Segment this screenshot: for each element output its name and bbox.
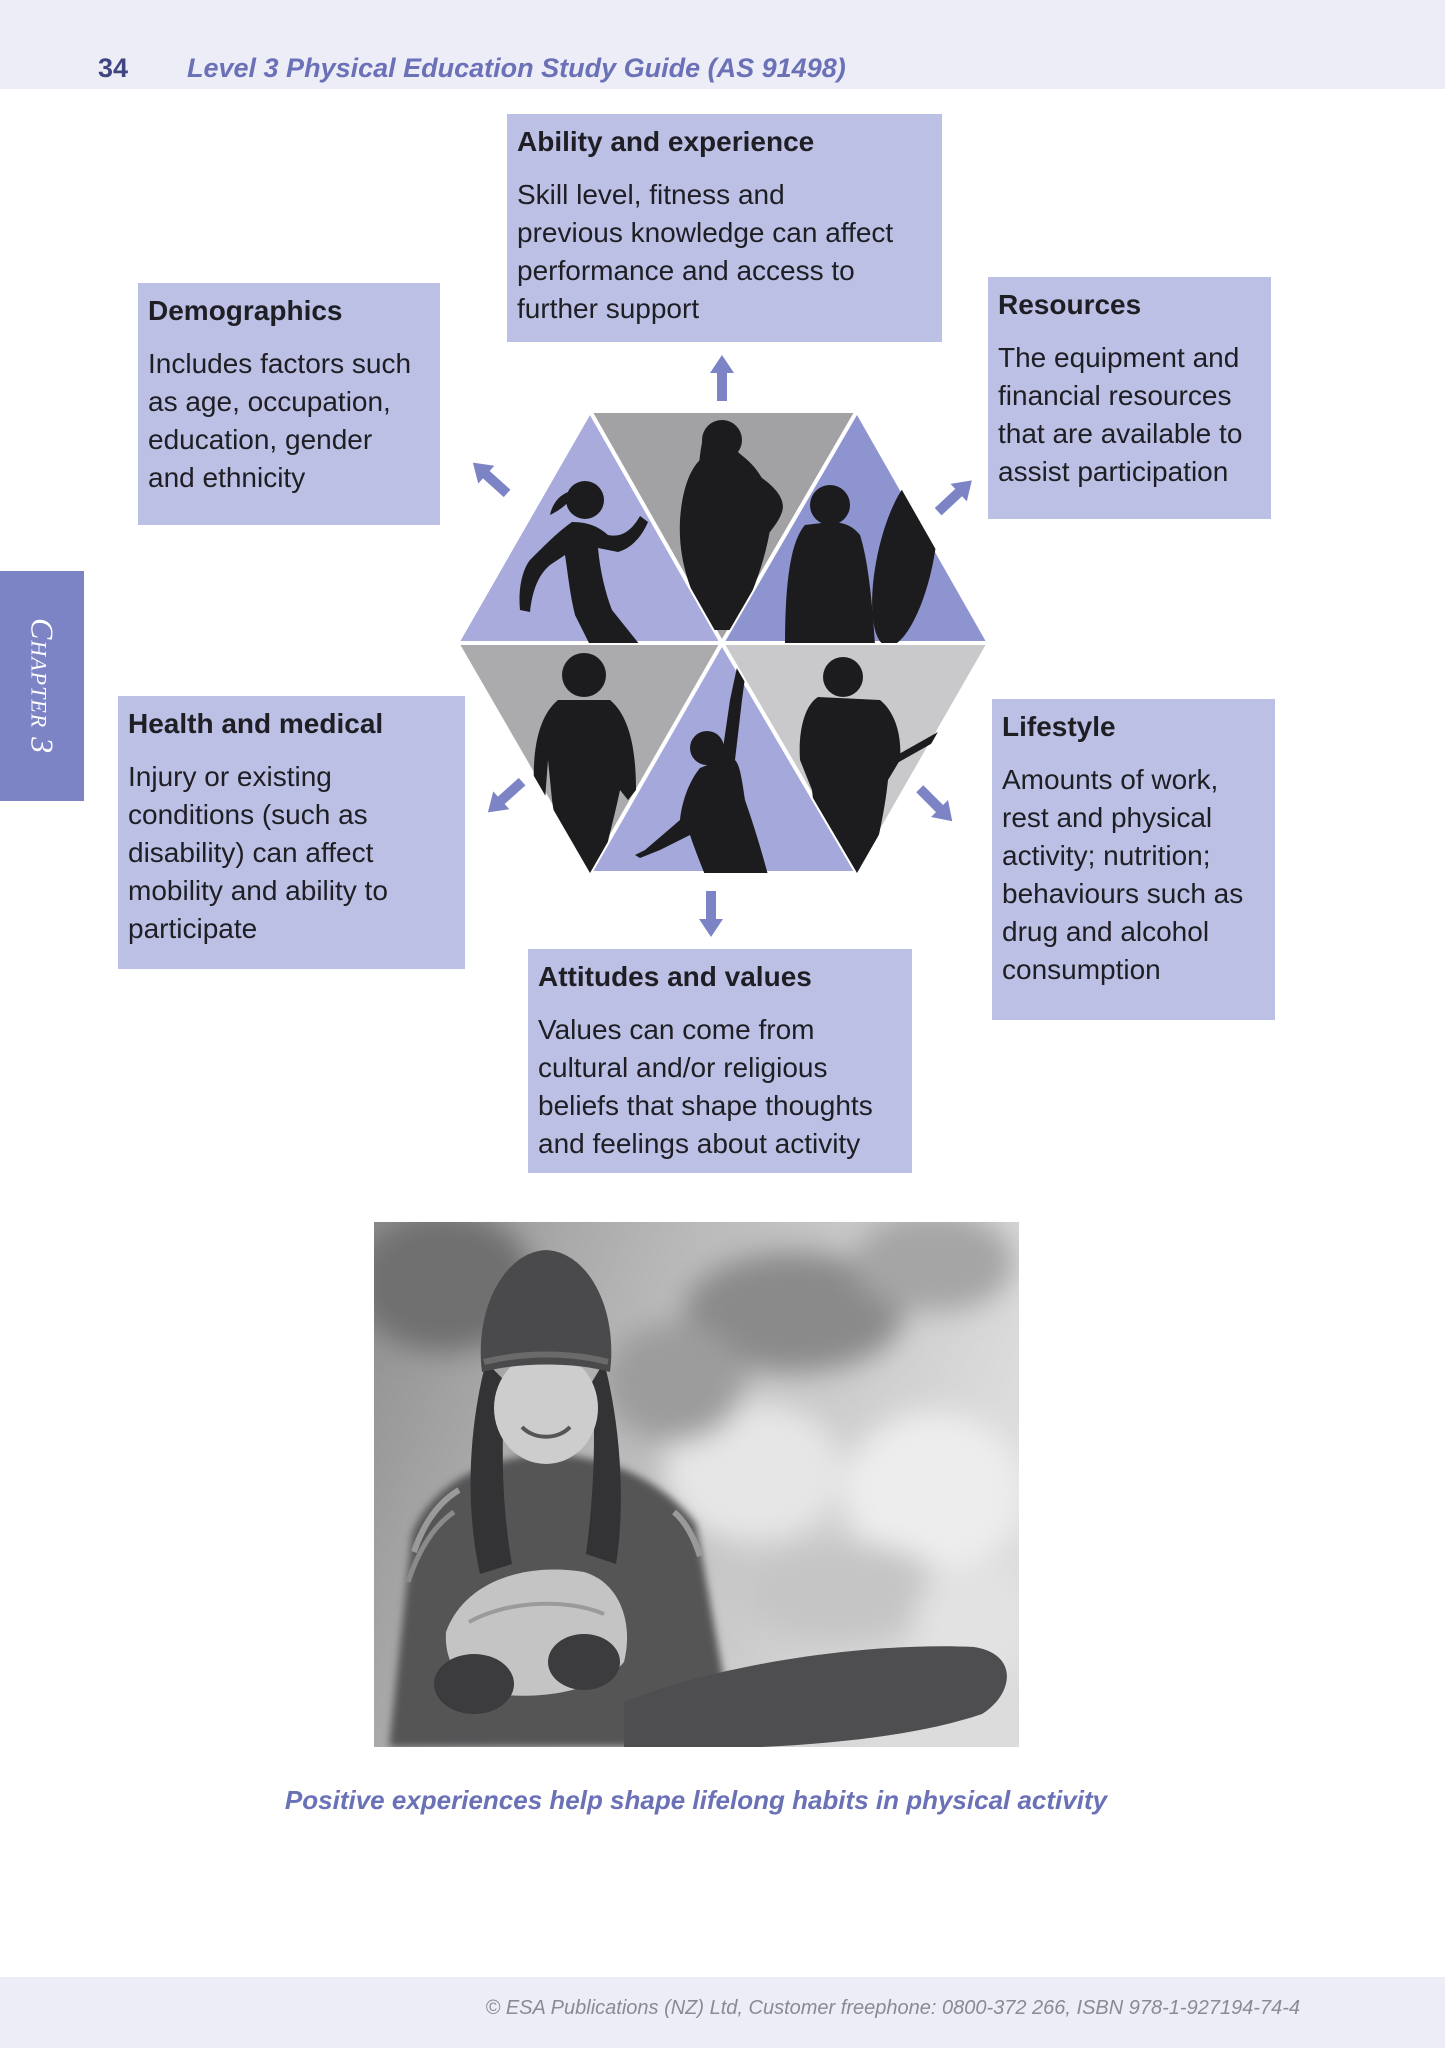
box-line: consumption bbox=[1002, 954, 1161, 985]
arrow-up-left-icon bbox=[465, 454, 515, 503]
box-line: Values can come from bbox=[538, 1014, 815, 1045]
chapter-tab-label: Chapter 3 bbox=[24, 617, 61, 755]
box-line: disability) can affect bbox=[128, 837, 374, 868]
box-line: Amounts of work, bbox=[1002, 764, 1219, 795]
box-line: mobility and ability to bbox=[128, 875, 388, 906]
snowboarder-photo bbox=[374, 1222, 1019, 1747]
box-body bbox=[517, 176, 932, 328]
box-line: education, gender bbox=[148, 424, 373, 455]
health-medical-box bbox=[118, 696, 465, 969]
box-title: Ability and experience bbox=[517, 126, 815, 157]
arrow-up-right-icon bbox=[930, 472, 980, 521]
box-line: beliefs that shape thoughts bbox=[538, 1090, 873, 1121]
lifestyle-box bbox=[992, 699, 1275, 1020]
box-title: Resources bbox=[998, 289, 1142, 320]
photo-caption: Positive experiences help shape lifelong habits in physical activity bbox=[284, 1785, 1108, 1815]
box-body bbox=[998, 339, 1261, 491]
box-body bbox=[148, 345, 430, 497]
box-line: previous knowledge can affect bbox=[517, 217, 894, 248]
photo-image bbox=[374, 1222, 1019, 1747]
page-number: 34 bbox=[98, 53, 129, 83]
box-line: Injury or existing bbox=[128, 761, 332, 792]
resources-box bbox=[988, 277, 1271, 519]
ability-experience-box bbox=[507, 114, 942, 342]
box-title: Attitudes and values bbox=[538, 961, 812, 992]
arrow-up-icon bbox=[710, 355, 734, 401]
box-title: Demographics bbox=[148, 295, 343, 326]
box-body bbox=[1002, 761, 1265, 989]
box-line: The equipment and bbox=[998, 342, 1240, 373]
footer-copyright: © ESA Publications (NZ) Ltd, Customer freephone: 0800-372 266, ISBN 978-1-927194-74-4 bbox=[485, 1997, 1300, 2019]
box-line: financial resources bbox=[998, 380, 1232, 411]
box-line: activity; nutrition; bbox=[1002, 840, 1211, 871]
demographics-box bbox=[138, 283, 440, 525]
box-line: Includes factors such bbox=[148, 348, 412, 379]
box-line: and ethnicity bbox=[148, 462, 306, 493]
box-title: Lifestyle bbox=[1002, 711, 1116, 742]
arrow-down-left-icon bbox=[480, 773, 530, 822]
box-body bbox=[538, 1011, 902, 1163]
box-line: assist participation bbox=[998, 456, 1229, 487]
box-body bbox=[128, 758, 455, 948]
box-line: participate bbox=[128, 913, 258, 944]
running-title: Level 3 Physical Education Study Guide (AS 91498) bbox=[187, 53, 846, 83]
box-line: drug and alcohol bbox=[1002, 916, 1210, 947]
box-line: conditions (such as bbox=[128, 799, 368, 830]
arrow-down-right-icon bbox=[911, 780, 960, 829]
box-title: Health and medical bbox=[128, 708, 384, 739]
attitudes-values-box bbox=[528, 949, 912, 1173]
arrow-down-icon bbox=[699, 891, 723, 937]
box-line: further support bbox=[517, 293, 700, 324]
box-line: and feelings about activity bbox=[538, 1128, 861, 1159]
box-line: behaviours such as bbox=[1002, 878, 1244, 909]
box-line: performance and access to bbox=[517, 255, 855, 286]
box-line: that are available to bbox=[998, 418, 1243, 449]
box-line: as age, occupation, bbox=[148, 386, 391, 417]
box-line: cultural and/or religious bbox=[538, 1052, 828, 1083]
box-line: Skill level, fitness and bbox=[517, 179, 785, 210]
box-line: rest and physical bbox=[1002, 802, 1213, 833]
